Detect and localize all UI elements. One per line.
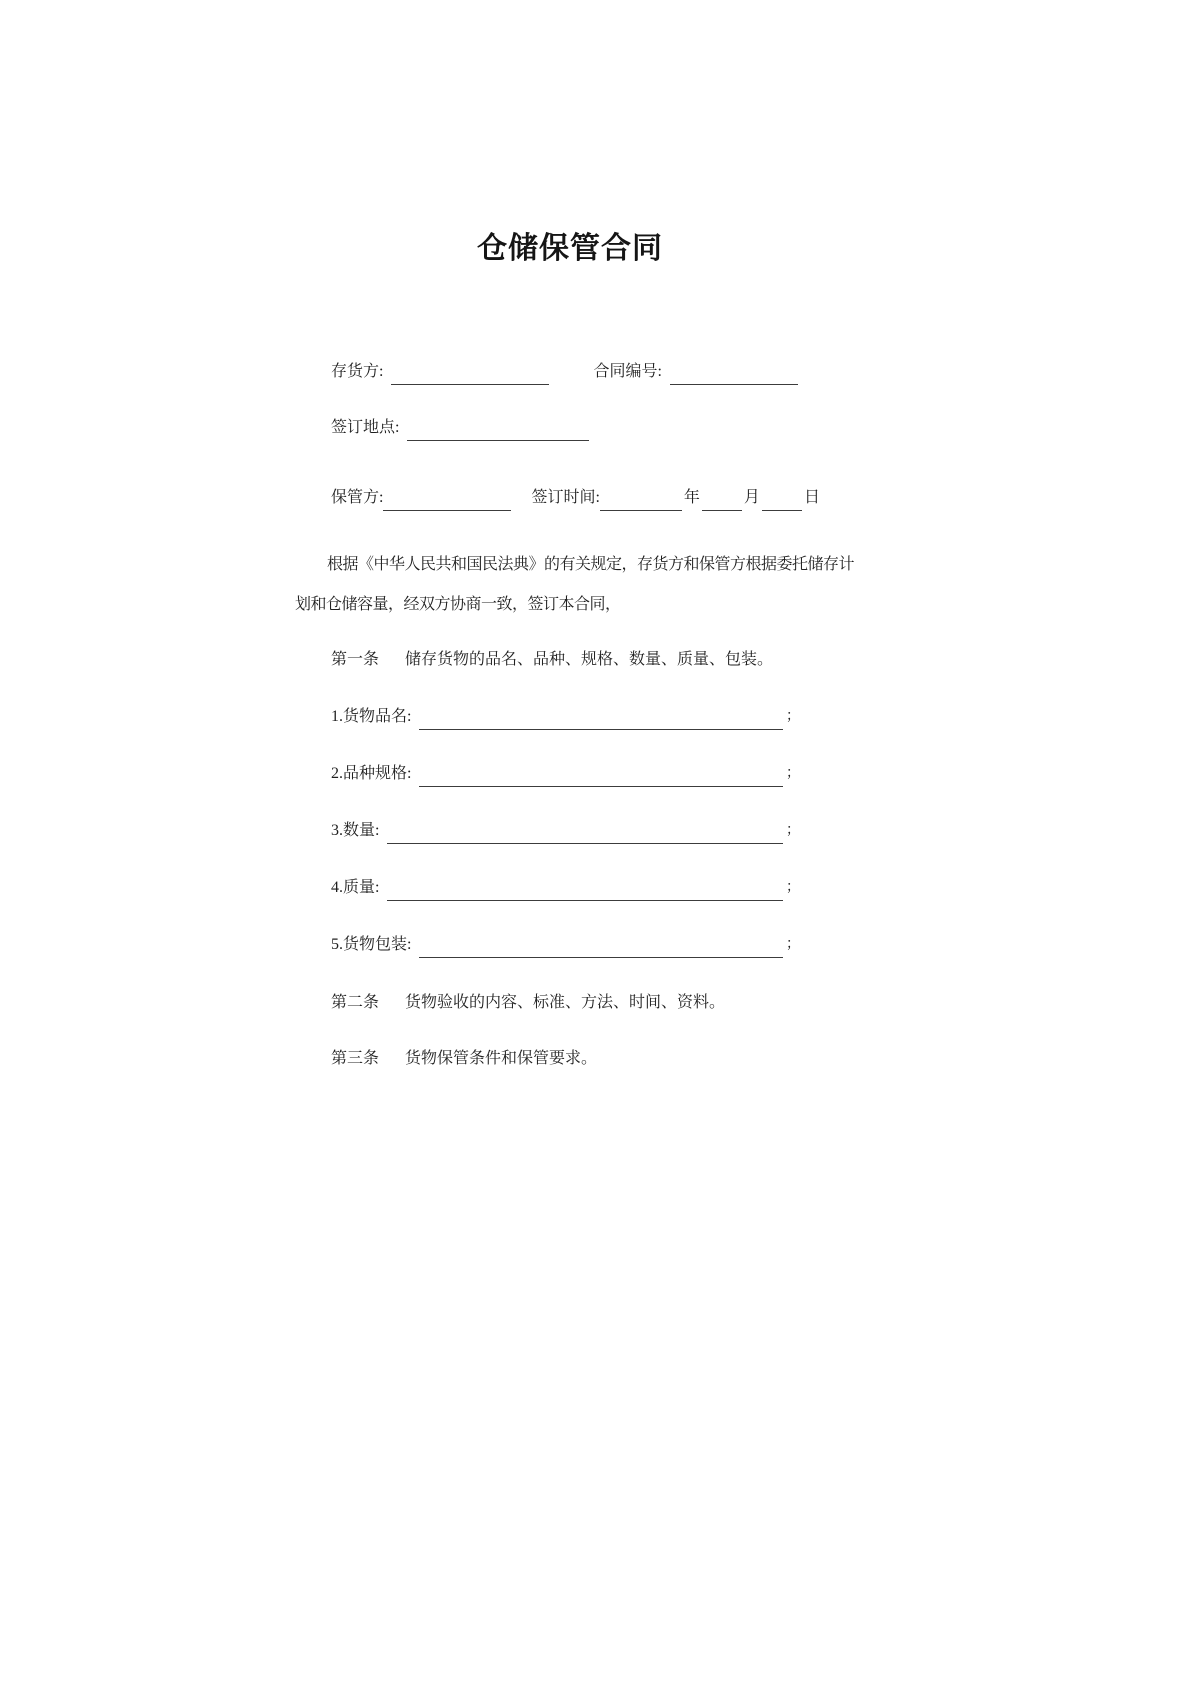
- custodian-blank-field[interactable]: [383, 490, 511, 511]
- article-1-text: 储存货物的品名、品种、规格、数量、质量、包装。: [405, 651, 774, 668]
- contract-no-blank-field[interactable]: [670, 364, 798, 385]
- item-row-quality: [295, 875, 800, 901]
- article-2-number: 第二条: [331, 994, 380, 1011]
- article-3-number: 第三条: [331, 1050, 380, 1067]
- quantity-terminator: ；: [786, 823, 800, 838]
- article-3-heading: [295, 1046, 845, 1072]
- item-row-quantity: [295, 818, 800, 844]
- quality-terminator: ；: [786, 880, 800, 895]
- quantity-blank-field[interactable]: [387, 823, 783, 844]
- signing-time-month-blank-field[interactable]: [702, 490, 742, 511]
- signing-time-day-blank-field[interactable]: [762, 490, 802, 511]
- variety-spec-blank-field[interactable]: [419, 766, 783, 787]
- year-label: 年: [683, 489, 700, 506]
- signing-time-year-blank-field[interactable]: [600, 490, 682, 511]
- packaging-label: 5.货物包装:: [331, 936, 412, 953]
- variety-spec-label: 2.品种规格:: [331, 765, 412, 782]
- signing-time-label: 签订时间:: [531, 489, 600, 506]
- goods-name-blank-field[interactable]: [419, 709, 783, 730]
- field-row-custodian-time: [295, 485, 845, 511]
- article-1-number: 第一条: [331, 651, 380, 668]
- depositor-blank-field[interactable]: [391, 364, 549, 385]
- signing-place-label: 签订地点:: [331, 419, 400, 436]
- item-row-variety-spec: [295, 761, 800, 787]
- month-label: 月: [743, 489, 760, 506]
- field-row-signing-place: [295, 415, 845, 441]
- article-3-text: 货物保管条件和保管要求。: [405, 1050, 598, 1067]
- article-1-heading: [295, 647, 845, 673]
- day-label: 日: [803, 489, 820, 506]
- quantity-label: 3.数量:: [331, 822, 380, 839]
- item-row-packaging: [295, 932, 800, 958]
- article-2-heading: [295, 990, 845, 1016]
- preamble-line-1: 根据《中华人民共和国民法典》的有关规定，存货方和保管方根据委托储存计: [327, 556, 855, 573]
- custodian-label: 保管方:: [331, 489, 384, 506]
- signing-place-blank-field[interactable]: [407, 420, 589, 441]
- contract-no-label: 合同编号:: [593, 363, 662, 380]
- item-row-goods-name: [295, 704, 800, 730]
- preamble-line-2: 划和仓储容量，经双方协商一致，签订本合同，: [295, 596, 621, 613]
- preamble-paragraph: [295, 545, 855, 625]
- document-title: 仓储保管合同: [477, 232, 663, 265]
- document-body: [295, 0, 855, 1072]
- packaging-terminator: ；: [786, 937, 800, 952]
- field-row-depositor-contractno: [295, 359, 845, 385]
- depositor-label: 存货方:: [331, 363, 384, 380]
- quality-blank-field[interactable]: [387, 880, 783, 901]
- quality-label: 4.质量:: [331, 879, 380, 896]
- goods-name-terminator: ；: [786, 709, 800, 724]
- packaging-blank-field[interactable]: [419, 937, 783, 958]
- article-2-text: 货物验收的内容、标准、方法、时间、资料。: [405, 994, 726, 1011]
- goods-name-label: 1.货物品名:: [331, 708, 412, 725]
- variety-spec-terminator: ；: [786, 766, 800, 781]
